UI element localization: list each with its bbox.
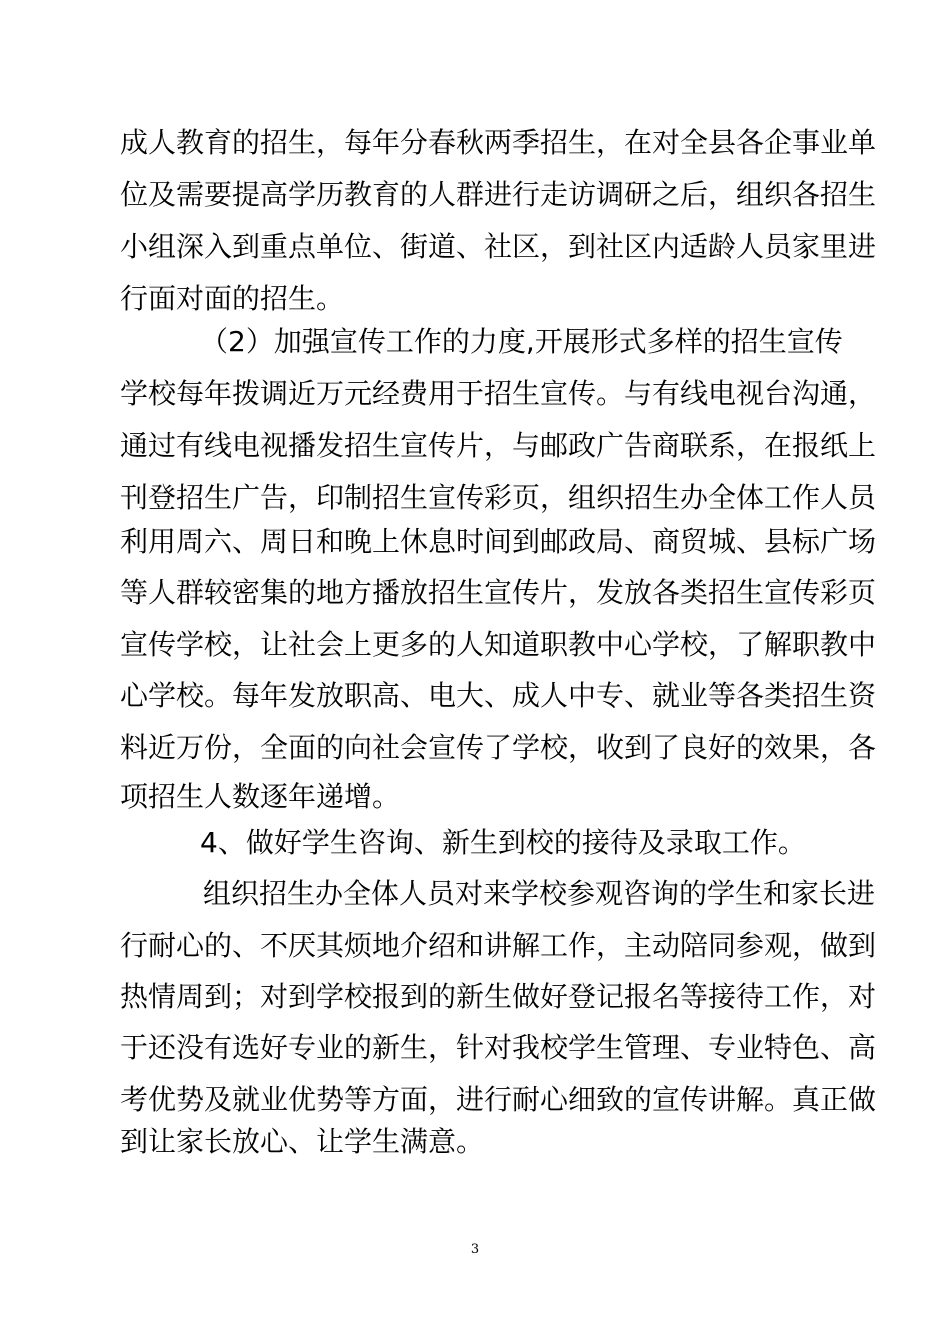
- page-number: 3: [470, 1242, 480, 1257]
- body-text-line: 利用周六、周日和晚上休息时间到邮政局、商贸城、县标广场: [120, 525, 877, 558]
- body-text-line: 项招生人数逐年递增。: [120, 780, 401, 813]
- body-text-line: 行耐心的、不厌其烦地介绍和讲解工作，主动陪同参观，做到: [120, 929, 877, 962]
- body-text-line: 通过有线电视播发招生宣传片，与邮政广告商联系，在报纸上: [120, 429, 877, 462]
- body-text-line: 到让家长放心、让学生满意。: [120, 1125, 485, 1158]
- body-text-line: 刊登招生广告，印制招生宣传彩页，组织招生办全体工作人员: [120, 481, 877, 514]
- body-text-line: 行面对面的招生。: [120, 282, 345, 315]
- body-text-line: 考优势及就业优势等方面，进行耐心细致的宣传讲解。真正做: [120, 1083, 877, 1116]
- body-text-line: 小组深入到重点单位、街道、社区，到社区内适龄人员家里进: [120, 230, 877, 263]
- body-text-line: 宣传学校，让社会上更多的人知道职教中心学校，了解职教中: [120, 628, 877, 661]
- body-text-line: 心学校。每年发放职高、电大、成人中专、就业等各类招生资: [120, 679, 877, 712]
- body-text-line: 组织招生办全体人员对来学校参观咨询的学生和家长进: [203, 877, 876, 910]
- body-text-line: 成人教育的招生，每年分春秋两季招生，在对全县各企事业单: [120, 126, 877, 159]
- body-text-line: 学校每年拨调近万元经费用于招生宣传。与有线电视台沟通，: [120, 377, 877, 410]
- body-text-line: 位及需要提高学历教育的人群进行走访调研之后，组织各招生: [120, 178, 877, 211]
- section-heading: 4、做好学生咨询、新生到校的接待及录取工作。: [200, 826, 806, 859]
- body-text-line: 热情周到；对到学校报到的新生做好登记报名等接待工作，对: [120, 980, 877, 1013]
- body-text-line: 等人群较密集的地方播放招生宣传片，发放各类招生宣传彩页: [120, 576, 877, 609]
- body-text-line: 料近万份，全面的向社会宣传了学校，收到了良好的效果，各: [120, 731, 877, 764]
- subsection-heading: （2）加强宣传工作的力度,开展形式多样的招生宣传: [200, 325, 843, 358]
- body-text-line: 于还没有选好专业的新生，针对我校学生管理、专业特色、高: [120, 1031, 877, 1064]
